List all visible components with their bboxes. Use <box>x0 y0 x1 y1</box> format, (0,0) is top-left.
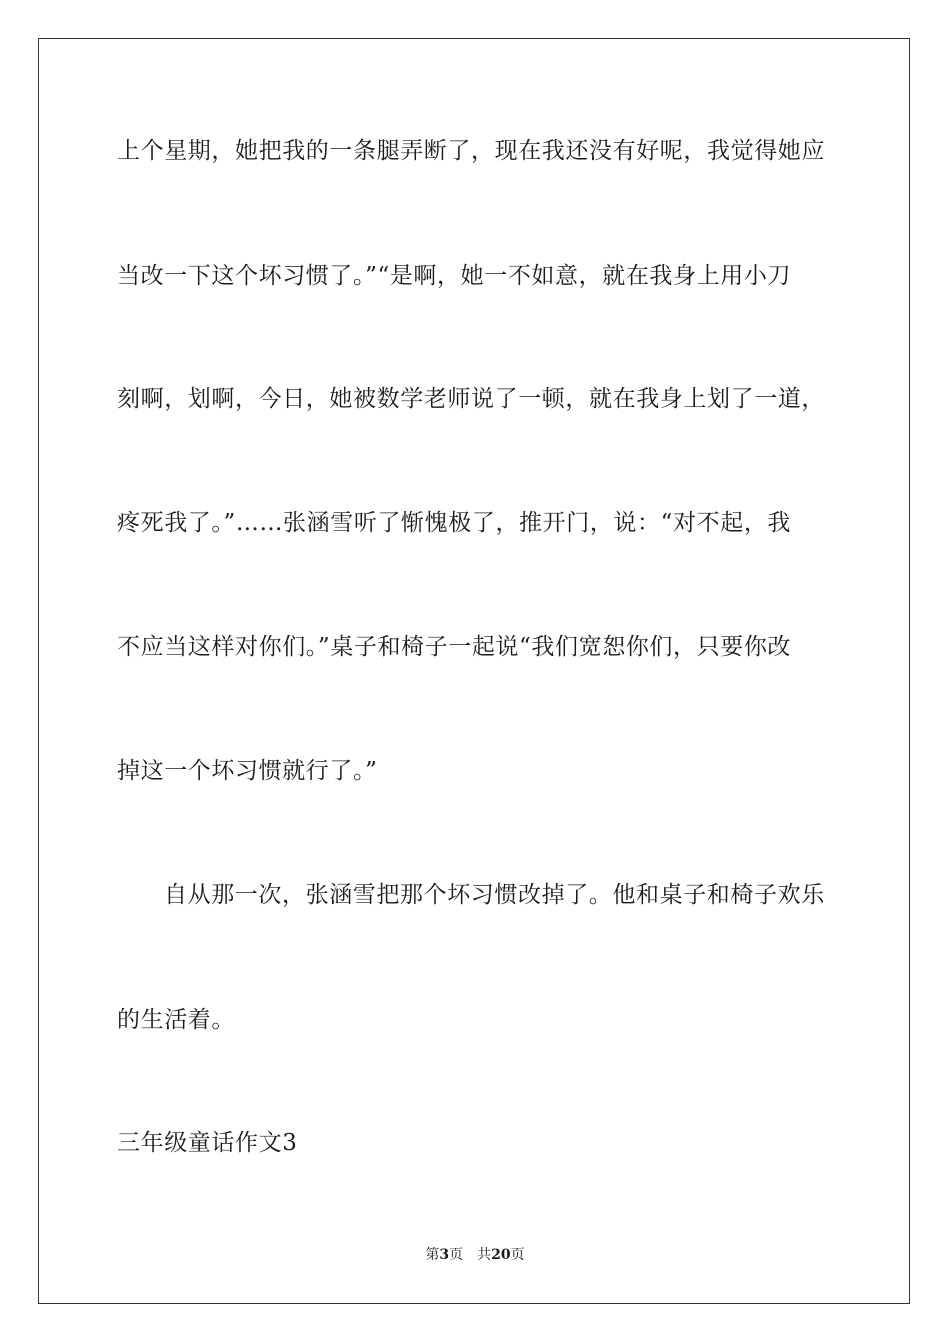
text-line-8: 的生活着。 <box>117 1007 235 1033</box>
text-line-3: 刻啊，划啊，今日，她被数学老师说了一顿，就在我身上划了一道， <box>117 386 825 412</box>
text-line-1: 上个星期，她把我的一条腿弄断了，现在我还没有好呢，我觉得她应 <box>117 138 825 164</box>
text-line-6: 掉这一个坏习惯就行了。” <box>117 758 378 784</box>
footer-page-number: 3 <box>439 1247 450 1263</box>
footer-total-suffix: 页 <box>510 1247 525 1263</box>
footer-total-pages: 20 <box>491 1247 511 1263</box>
text-line-2: 当改一下这个坏习惯了。”“是啊，她一不如意，就在我身上用小刀 <box>117 263 792 289</box>
page-footer <box>0 1245 950 1265</box>
page-border <box>38 38 910 1304</box>
text-line-7: 自从那一次，张涵雪把那个坏习惯改掉了。他和桌子和椅子欢乐 <box>164 882 825 908</box>
section-heading: 三年级童话作文3 <box>117 1130 298 1156</box>
footer-total-prefix: 共 <box>477 1247 492 1263</box>
text-line-5: 不应当这样对你们。”桌子和椅子一起说“我们宽恕你们，只要你改 <box>117 634 792 660</box>
footer-page-suffix: 页 <box>449 1247 464 1263</box>
text-line-4: 疼死我了。”……张涵雪听了惭愧极了，推开门，说：“对不起，我 <box>117 510 792 536</box>
footer-page-prefix: 第 <box>425 1247 440 1263</box>
